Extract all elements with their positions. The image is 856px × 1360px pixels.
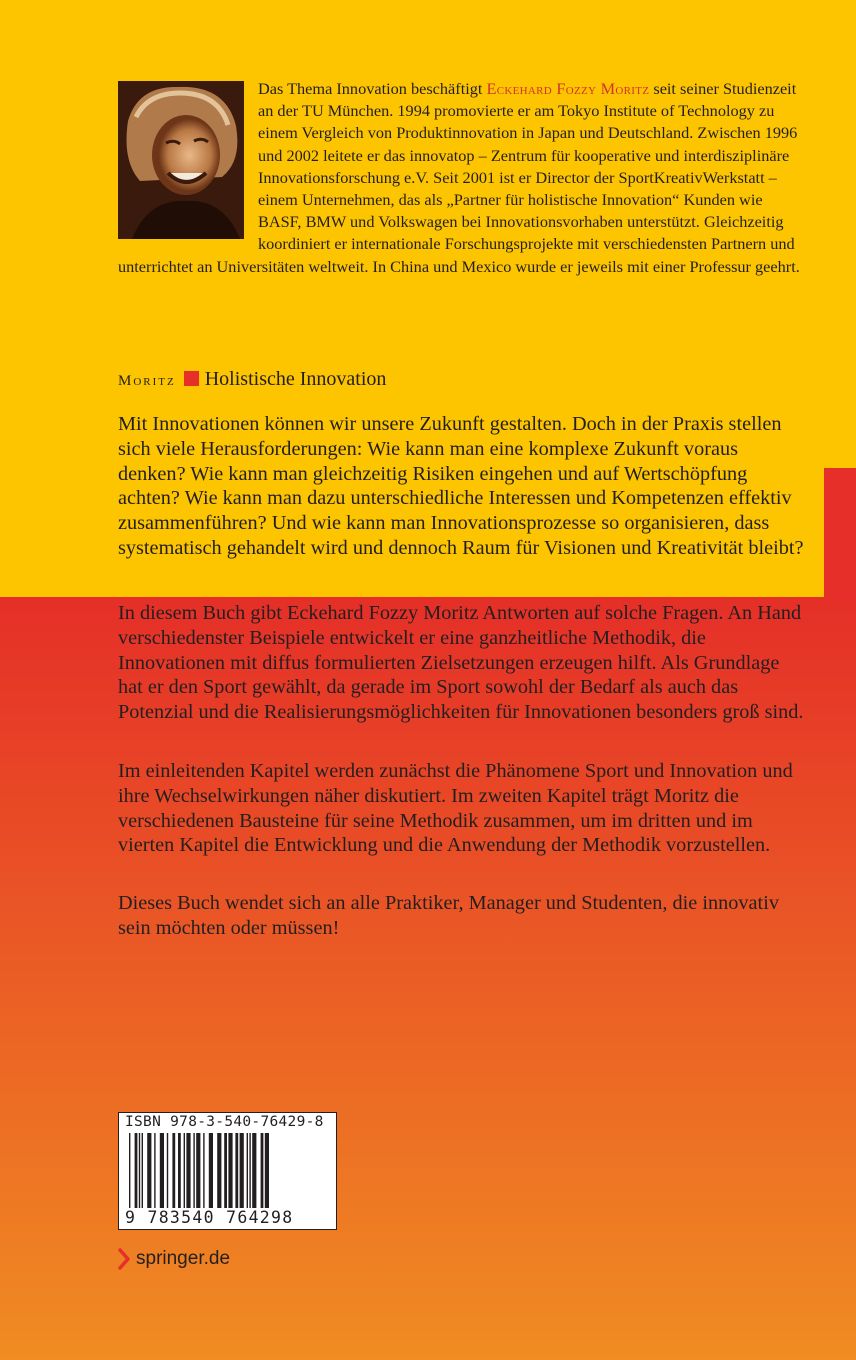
barcode-bar [178, 1133, 181, 1213]
description-paragraph: Im einleitenden Kapitel werden zunächst die Phänomene Sport und Innovation und ihre Wechselwirkungen näher diskutiert. Im zweiten Kapitel trägt Moritz die verschiedenen Bausteine für seine Methodik zusammen, um im dritten und im vierten Kapitel die Entwicklung und die Anwendung der Methodik vorzustellen. [118, 760, 793, 857]
chevron-right-icon [118, 1248, 130, 1270]
book-series-line [118, 366, 718, 394]
description-paragraph: In diesem Buch gibt Eckehard Fozzy Moritz Antworten auf solche Fragen. An Hand verschiedenster Beispiele entwickelt er eine ganzheitliche Methodik, die Innovationen mit diffus formulierten Zielsetzungen erzeugen hilft. Als Grundlage hat er den Sport gewählt, da gerade im Sport sowohl der Bedarf als auch das Potenzial und die Realisierungsmöglichkeiten für Innovationen besonders groß sind. [118, 602, 804, 724]
barcode-bar [224, 1133, 227, 1213]
bio-text-start: Das Thema Innovation beschäftigt [258, 79, 487, 98]
photo-float-spacer [118, 78, 258, 248]
barcode-bar [217, 1133, 221, 1213]
barcode-bar [160, 1133, 164, 1213]
intro-paragraph: Mit Innovationen können wir unsere Zukunft gestalten. Doch in der Praxis stellen sich viele Herausforderungen: Wie kann man eine komplexe Zukunft voraus denken? Wie kann man gleichzeitig Risiken eingehen und auf Wertschöpfung achten? Wie kann man dazu unterschiedliche Interessen und Kompetenzen effektiv zusammenführen? Und wie kann man Innovationsprozesse so organisieren, dass systematisch gehandelt wird und dennoch Raum für Visionen und Kreativität bleibt? [118, 413, 804, 559]
author-name: Eckehard Fozzy Moritz [486, 79, 650, 98]
bio-text-rest: seit seiner Studienzeit an der TU München. 1994 promovierte er am Tokyo Institute of Technology zu einem Vergleich von Produktinnovation in Japan und Deutschland. Zwischen 1996 und 2002 leitete er das innovatop – Zentrum für kooperative und interdisziplinäre Innovationsforschung e.V. Seit 2001 ist er Director der SportKreativWerkstatt – einem Unternehmen, das als „Partner für holistische Innovation“ Kunden wie BASF, BMW und Volkswagen bei Innovationsvorhaben unterstützt. Gleichzeitig koordiniert er internationale Forschungsprojekte mit verschiedensten Partnern und unterrichtet an Universitäten weltweit. In China und Mexico wurde er jeweils mit einer Professur geehrt. [118, 79, 800, 276]
series-title: Holistische Innovation [204, 368, 387, 390]
barcode-bar [228, 1133, 232, 1213]
red-spine-tab [824, 468, 856, 597]
barcode-bar [154, 1133, 155, 1213]
barcode-bar [265, 1133, 269, 1213]
barcode-bar [184, 1133, 185, 1213]
barcode-bar [209, 1133, 213, 1213]
springer-link-text[interactable]: springer.de [136, 1248, 231, 1269]
isbn-label: ISBN 978-3-540-76429-8 [125, 1114, 324, 1130]
barcode-bar [261, 1133, 264, 1213]
ean-digits: 9 783540 764298 [125, 1208, 294, 1227]
barcode-bar [147, 1133, 151, 1213]
barcode-bar [139, 1133, 140, 1213]
barcode-bar [240, 1133, 244, 1213]
barcode-bar [172, 1133, 175, 1213]
barcode-bar [235, 1133, 238, 1213]
barcode-bar [196, 1133, 200, 1213]
barcode-bar [129, 1133, 130, 1213]
red-square-icon [184, 371, 199, 386]
barcode-bars [123, 1133, 332, 1213]
springer-link[interactable] [118, 1248, 230, 1270]
author-bio [118, 78, 808, 278]
series-author: Moritz [118, 373, 176, 389]
isbn-barcode [118, 1112, 337, 1230]
barcode-bar [135, 1133, 138, 1213]
barcode-bar [186, 1133, 190, 1213]
barcode-bar [193, 1133, 194, 1213]
barcode-bar [252, 1133, 256, 1213]
description-paragraph: Dieses Buch wendet sich an alle Praktiker, Manager und Studenten, die innovativ sein möchten oder müssen! [118, 892, 779, 939]
barcode-bar [142, 1133, 143, 1213]
barcode-bar [167, 1133, 168, 1213]
barcode-bar [249, 1133, 250, 1213]
barcode-bar [247, 1133, 248, 1213]
barcode-bar [203, 1133, 204, 1213]
